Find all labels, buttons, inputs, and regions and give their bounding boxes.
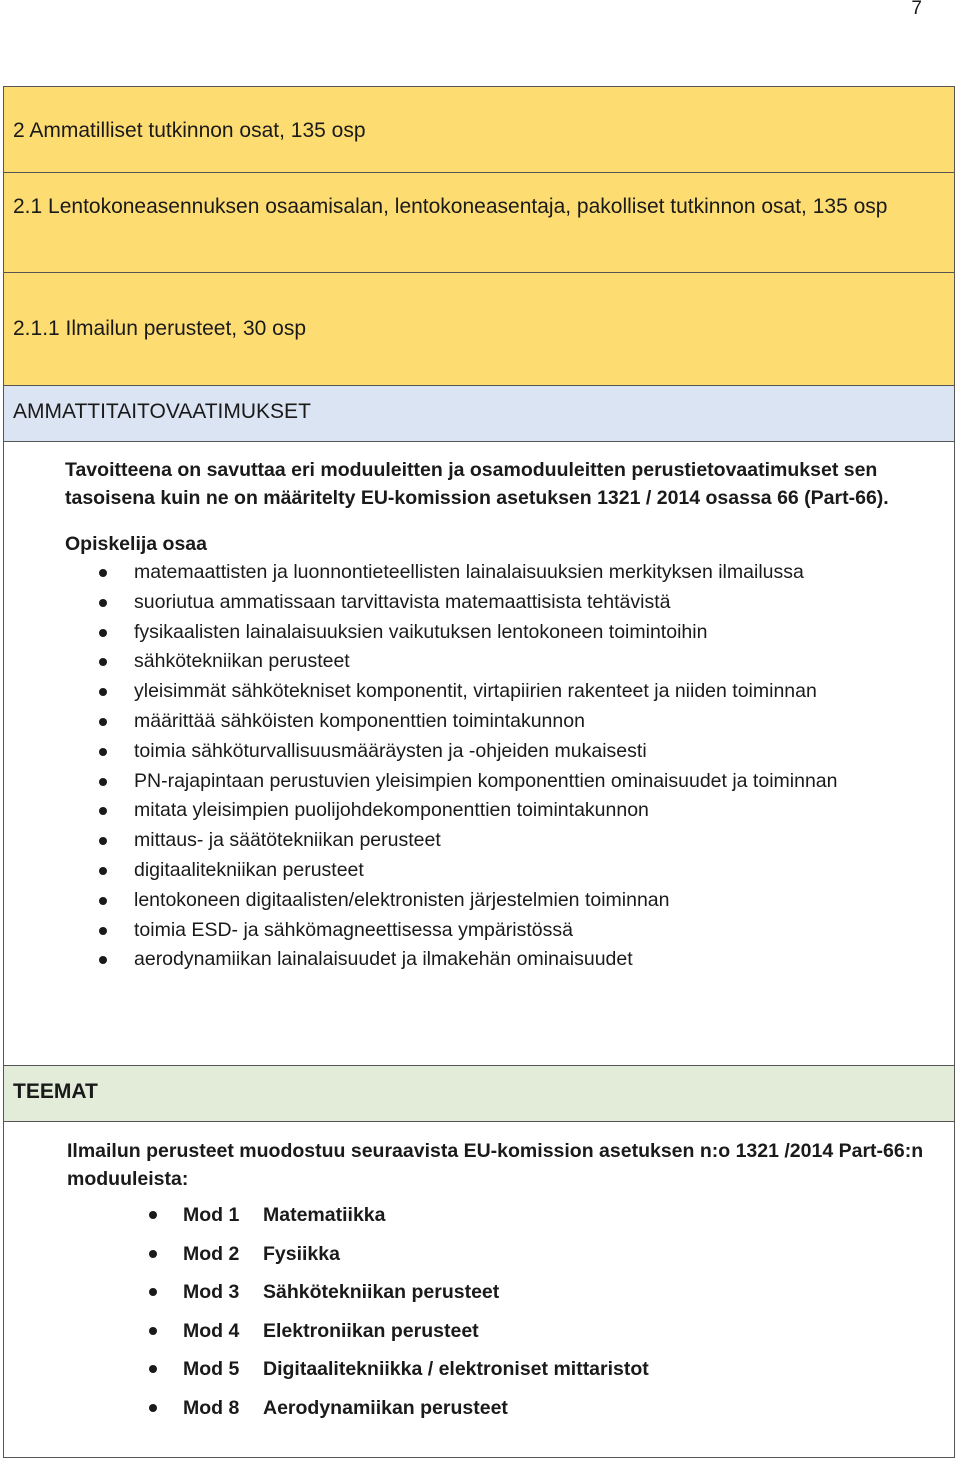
bullet-icon [99, 629, 107, 637]
list-item-text: toimia ESD- ja sähkömagneettisessa ympäristössä [134, 918, 573, 941]
list-item [65, 647, 934, 677]
module-list [67, 1196, 934, 1427]
list-item-text: matemaattisten ja luonnontieteellisten lainalaisuuksien merkityksen ilmailussa [134, 561, 804, 583]
module-item [67, 1389, 934, 1428]
bullet-icon [99, 718, 107, 726]
teemat-intro: Ilmailun perusteet muodostuu seuraavista EU-komission asetuksen n:o 1321 /2014 Part-66:n moduuleista: [67, 1140, 924, 1190]
list-item [65, 916, 934, 946]
section-heading-3: 2.1.1 Ilmailun perusteet, 30 osp [3, 273, 955, 386]
bullet-icon [99, 748, 107, 756]
bullet-icon [99, 837, 107, 845]
list-item-text: sähkötekniikan perusteet [134, 650, 350, 673]
bullet-icon [99, 778, 107, 786]
list-item [65, 707, 934, 737]
module-item [67, 1235, 934, 1274]
list-item [65, 826, 934, 856]
list-item-text: yleisimmät sähkötekniset komponentit, virtapiirien rakenteet ja niiden toiminnan [134, 680, 817, 703]
bullet-icon [149, 1288, 157, 1296]
list-item-text: fysikaalisten lainalaisuuksien vaikutuksen lentokoneen toimintoihin [134, 620, 708, 643]
list-item-text: lentokoneen digitaalisten/elektronisten järjestelmien toiminnan [134, 888, 670, 911]
module-item [67, 1350, 934, 1389]
list-item [65, 767, 934, 797]
list-item [65, 856, 934, 886]
section-heading-2: 2.1 Lentokoneasennuksen osaamisalan, lentokoneasentaja, pakolliset tutkinnon osat, 135 osp [3, 173, 955, 273]
requirements-heading: AMMATTITAITOVAATIMUKSET [3, 386, 955, 442]
module-code: Mod 3 [183, 1281, 240, 1303]
module-code: Mod 5 [183, 1358, 240, 1380]
section-heading-1: 2 Ammatilliset tutkinnon osat, 135 osp [3, 87, 955, 173]
module-code: Mod 1 [183, 1204, 240, 1226]
list-item-text: mittaus- ja säätötekniikan perusteet [134, 829, 441, 852]
teemat-heading: TEEMAT [3, 1066, 955, 1122]
page-number: 7 [911, 0, 922, 19]
list-item [65, 618, 934, 648]
module-code: Mod 2 [183, 1242, 240, 1265]
bullet-icon [99, 956, 107, 964]
bullet-icon [149, 1327, 157, 1335]
module-name: Aerodynamiikan perusteet [263, 1396, 508, 1419]
list-item [65, 886, 934, 916]
bullet-icon [99, 688, 107, 696]
bullet-icon [99, 658, 107, 666]
list-item-text: mitata yleisimpien puolijohdekomponenttien toimintakunnon [134, 799, 649, 822]
bullet-icon [99, 897, 107, 905]
module-name: Matematiikka [263, 1204, 386, 1226]
list-item-text: digitaalitekniikan perusteet [134, 858, 364, 881]
student-can-heading: Opiskelija osaa [65, 533, 207, 555]
bullet-icon [149, 1404, 157, 1412]
requirements-cell [3, 442, 955, 1066]
list-item [65, 677, 934, 707]
list-item [65, 558, 934, 588]
list-item [65, 796, 934, 826]
module-name: Fysiikka [263, 1242, 340, 1265]
list-item-text: aerodynamiikan lainalaisuudet ja ilmakehän ominaisuudet [134, 948, 633, 971]
list-item [65, 737, 934, 767]
module-name: Digitaalitekniikka / elektroniset mittaristot [263, 1358, 649, 1380]
requirements-list [65, 558, 934, 975]
module-item [67, 1273, 934, 1312]
list-item-text: toimia sähköturvallisuusmääräysten ja -ohjeiden mukaisesti [134, 739, 647, 762]
module-name: Sähkötekniikan perusteet [263, 1281, 500, 1303]
requirements-intro: Tavoitteena on savuttaa eri moduuleitten ja osamoduuleitten perustietovaatimukset sen tasoisena kuin ne on määritelty EU-komission asetuksen 1321 / 2014 osassa 66 (Part-66). [65, 459, 889, 509]
module-item [67, 1196, 934, 1235]
bullet-icon [99, 867, 107, 875]
list-item [65, 945, 934, 975]
bullet-icon [99, 807, 107, 815]
curriculum-table [3, 86, 955, 1458]
list-item-text: määrittää sähköisten komponenttien toimintakunnon [134, 709, 585, 732]
module-item [67, 1312, 934, 1351]
module-code: Mod 8 [183, 1396, 240, 1419]
list-item-text: PN-rajapintaan perustuvien yleisimpien komponenttien ominaisuudet ja toiminnan [134, 769, 838, 792]
list-item-text: suoriutua ammatissaan tarvittavista matemaattisista tehtävistä [134, 590, 671, 613]
bullet-icon [99, 599, 107, 607]
list-item [65, 588, 934, 618]
teemat-cell [3, 1122, 955, 1458]
bullet-icon [99, 569, 107, 577]
bullet-icon [149, 1250, 157, 1258]
module-code: Mod 4 [183, 1319, 240, 1342]
bullet-icon [99, 927, 107, 935]
bullet-icon [149, 1365, 157, 1373]
bullet-icon [149, 1211, 157, 1219]
module-name: Elektroniikan perusteet [263, 1319, 479, 1342]
